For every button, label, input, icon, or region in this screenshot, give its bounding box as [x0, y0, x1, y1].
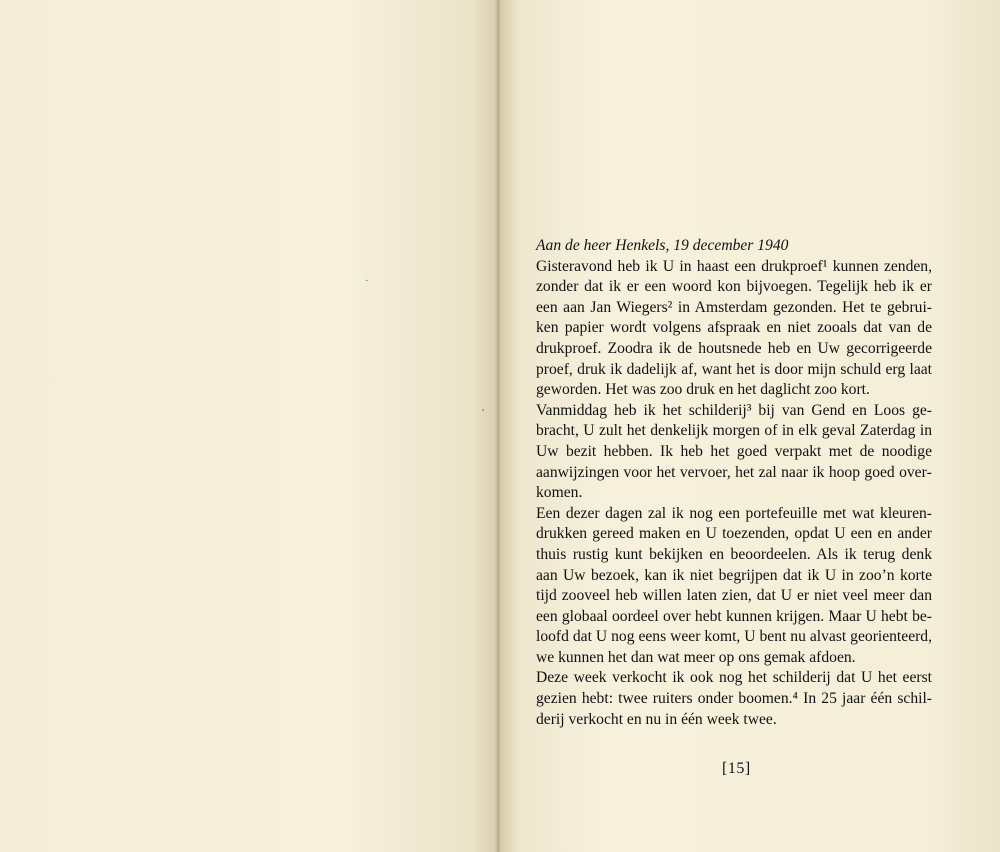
- letter-text: [536, 236, 932, 730]
- letter-paragraph: Deze week verkocht ik ook nog het schilderij dat U het eerst gezien hebt: twee ruiters onder boomen.⁴ In 25 jaar één schilderij verkocht en nu in één week twee.: [536, 669, 932, 728]
- left-page: [0, 0, 497, 852]
- letter-paragraph: Een dezer dagen zal ik nog een portefeuille met wat kleurendrukken gereed maken en U toezenden, opdat U een en ander thuis rustig kunt bekijken en beoordeelen. Als ik terug denk aan Uw bezoek, kan ik niet begrijpen dat ik U in zoo’n korte tijd zooveel heb willen laten zien, dat U er niet veel meer dan een globaal oordeel over hebt kunnen krijgen. Maar U hebt beloofd dat U nog eens weer komt, U bent nu alvast georienteerd, we kunnen het dan wat meer op ons gemak afdoen.: [536, 504, 932, 666]
- letter-paragraph: Vanmiddag heb ik het schilderij³ bij van Gend en Loos gebracht, U zult het denkelijk morgen of in elk geval Zaterdag in Uw bezit hebben. Ik heb het goed verpakt met de noodige aanwijzingen voor het vervoer, het zal naar ik hoop goed overkomen.: [536, 401, 932, 502]
- page-number: [15]: [722, 760, 751, 777]
- letter-heading: Aan de heer Henkels, 19 december 1940: [536, 237, 789, 254]
- paper-speck: ': [482, 407, 484, 419]
- letter-paragraph: Gisteravond heb ik U in haast een drukproef¹ kunnen zenden, zonder dat ik er een woord kon bijvoegen. Tegelijk heb ik er een aan Jan Wiegers² in Amsterdam gezonden. Het te gebruiken papier wordt volgens afspraak en niet zooals dat van de drukproef. Zoodra ik de houtsnede heb en Uw gecorrigeerde proef, druk ik dadelijk af, want het is door mijn schuld erg laat geworden. Het was zoo druk en het daglicht zoo kort.: [536, 257, 932, 399]
- paper-speck: ·: [365, 275, 369, 287]
